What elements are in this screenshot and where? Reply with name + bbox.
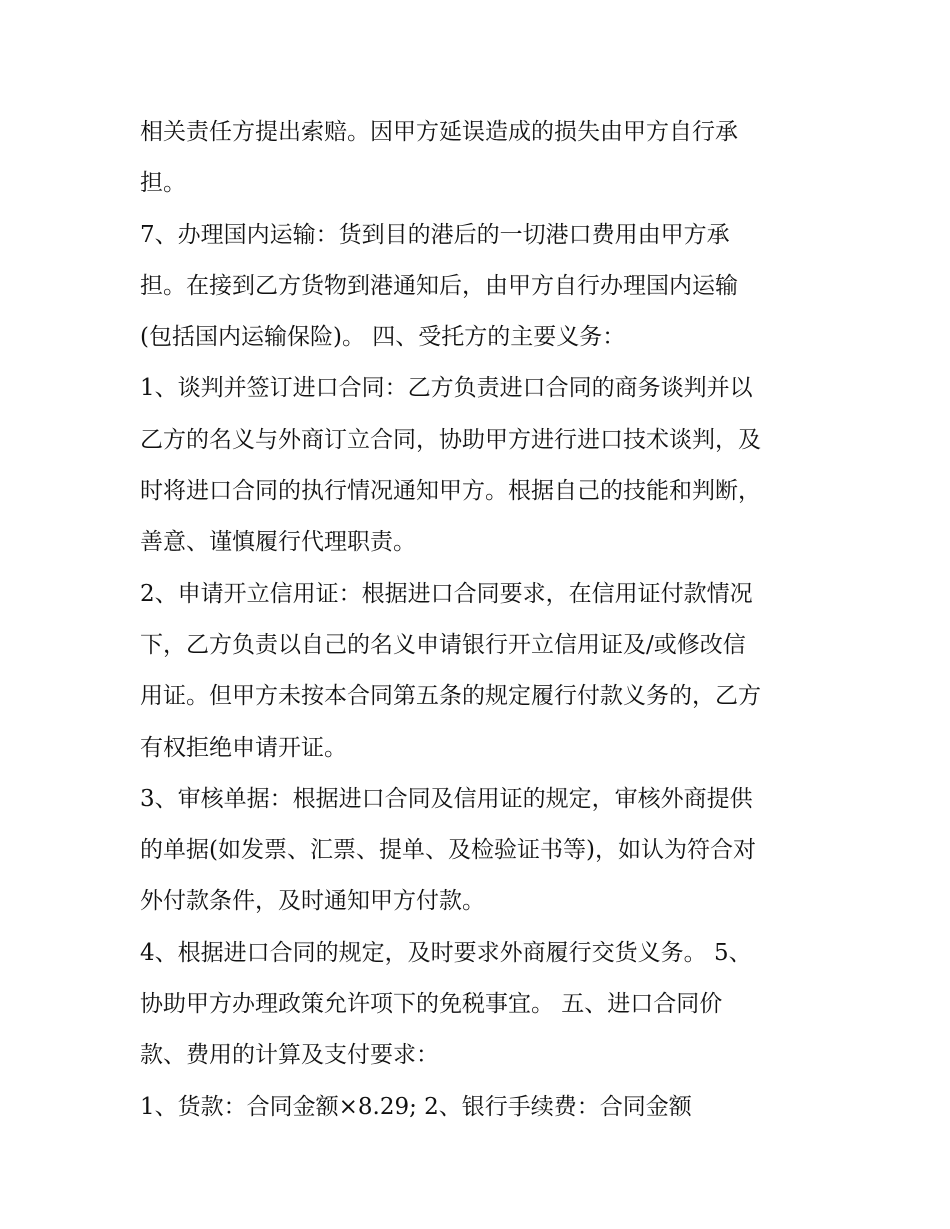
text-line: 7、办理国内运输：货到目的港后的一切港口费用由甲方承 bbox=[140, 221, 730, 248]
text-line: 款、费用的计算及支付要求： bbox=[140, 1042, 439, 1069]
text-line: 担。 bbox=[140, 170, 186, 197]
text-line: 协助甲方办理政策允许项下的免税事宜。 五、进口合同价 bbox=[140, 991, 723, 1018]
text-line: 3、审核单据：根据进口合同及信用证的规定，审核外商提供 bbox=[140, 785, 753, 812]
text-line: 的单据(如发票、汇票、提单、及检验证书等)，如认为符合对 bbox=[140, 837, 756, 864]
text-line: 4、根据进口合同的规定，及时要求外商履行交货义务。 5、 bbox=[140, 939, 752, 966]
text-line: 下，乙方负责以自己的名义申请银行开立信用证及/或修改信 bbox=[140, 631, 746, 658]
text-line: 用证。但甲方未按本合同第五条的规定履行付款义务的，乙方 bbox=[140, 683, 761, 710]
text-line: 乙方的名义与外商订立合同，协助甲方进行进口技术谈判，及 bbox=[140, 426, 761, 453]
text-line: 相关责任方提出索赔。因甲方延误造成的损失由甲方自行承 bbox=[140, 119, 738, 145]
text-line: 担。在接到乙方货物到港通知后，由甲方自行办理国内运输 bbox=[140, 272, 738, 299]
text-line: 1、谈判并签订进口合同：乙方负责进口合同的商务谈判并以 bbox=[140, 375, 753, 402]
text-line: 外付款条件，及时通知甲方付款。 bbox=[140, 888, 485, 915]
text-line: 时将进口合同的执行情况通知甲方。根据自己的技能和判断， bbox=[140, 478, 761, 505]
text-line: (包括国内运输保险)。 四、受托方的主要义务： bbox=[140, 324, 626, 351]
text-line: 有权拒绝申请开证。 bbox=[140, 734, 347, 761]
text-line: 善意、谨慎履行代理职责。 bbox=[140, 529, 416, 556]
text-line: 2、申请开立信用证：根据进口合同要求，在信用证付款情况 bbox=[140, 580, 753, 607]
contract-text-body bbox=[140, 107, 820, 1133]
text-line: 1、货款：合同金额×8.29; 2、银行手续费：合同金额 bbox=[140, 1093, 692, 1120]
